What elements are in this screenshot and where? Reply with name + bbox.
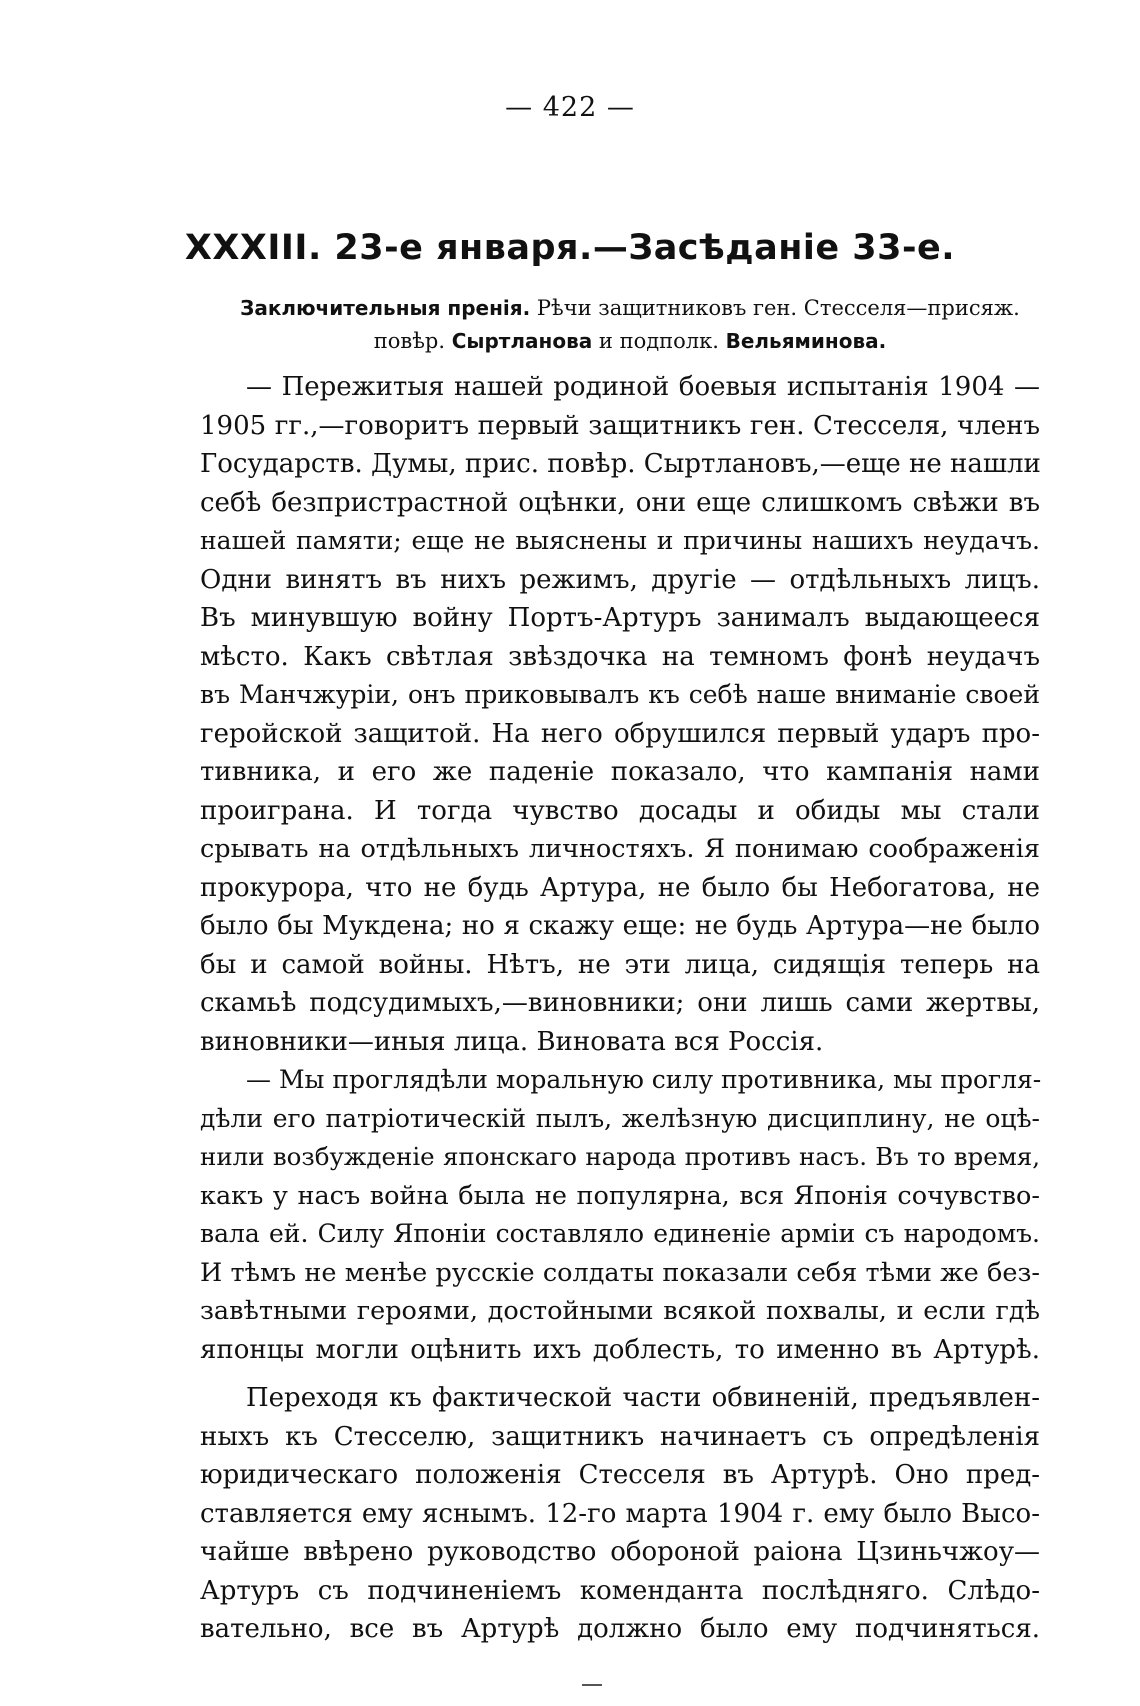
text-line: И тѣмъ не менѣе русскіе солдаты показали себя тѣми же без- <box>200 1257 1040 1288</box>
paragraph-1 <box>200 368 1040 1061</box>
chapter-title: XXXIII. 23-е января.—Засѣданіе 33-е. <box>184 228 956 268</box>
text-line: Государств. Думы, прис. повѣр. Сыртлановъ,—еще не нашли <box>200 449 1041 479</box>
text-line: было бы Мукдена; но я скажу еще: не будь Артура—не было <box>200 911 1040 941</box>
text-line: японцы могли оцѣнить ихъ доблесть, то именно въ Артурѣ. <box>200 1334 1040 1365</box>
page-number: — 422 — <box>505 92 635 123</box>
text-line: геройской защитой. На него обрушился первый ударъ про- <box>200 718 1040 749</box>
text-line: ныхъ къ Стесселю, защитникъ начинаетъ съ опредѣленія <box>200 1421 1040 1452</box>
text-line: прокурора, что не будь Артура, не было бы Небогатова, не <box>200 872 1040 903</box>
text-line: скамьѣ подсудимыхъ,—виновники; они лишь сами жертвы, <box>200 988 1040 1018</box>
summary-bold-name-1: Сыртланова <box>451 329 593 353</box>
text-line: срывать на отдѣльныхъ личностяхъ. Я понимаю соображенія <box>200 834 1040 864</box>
text-line: мѣсто. Какъ свѣтлая звѣздочка на темномъ фонѣ неудачъ <box>200 641 1040 672</box>
summary-text-2: повѣр. <box>373 329 452 353</box>
text-line: нашей памяти; еще не выяснены и причины нашихъ неудачъ. <box>200 526 1040 555</box>
text-line: юридическаго положенія Стесселя въ Артурѣ. Оно пред- <box>200 1460 1040 1490</box>
text-line: Въ минувшую войну Портъ-Артуръ занималъ выдающееся <box>200 603 1040 633</box>
chapter-summary <box>220 292 1040 358</box>
text-line: чайше ввѣрено руководство обороной раіона Цзиньчжоу— <box>200 1537 1040 1567</box>
text-line: нили возбужденіе японскаго народа противъ насъ. Въ то время, <box>200 1142 1040 1171</box>
text-line: Артуръ съ подчиненіемъ коменданта послѣдняго. Слѣдо- <box>200 1575 1040 1606</box>
summary-bold-topic: Заключительныя пренія. <box>240 296 531 320</box>
text-line: — Пережитыя нашей родиной боевыя испытанія 1904 — <box>246 372 1040 402</box>
text-line: себѣ безпристрастной оцѣнки, они еще слишкомъ свѣжи въ <box>200 487 1040 518</box>
footer-mark <box>582 1684 602 1686</box>
summary-text-3: и подполк. <box>592 329 726 353</box>
text-line: бы и самой войны. Нѣтъ, не эти лица, сидящія теперь на <box>200 949 1040 980</box>
text-line: тивника, и его же паденіе показало, что кампанія нами <box>200 757 1040 787</box>
paragraph-gap <box>200 1369 1040 1379</box>
text-line: какъ у насъ война была не популярна, вся Японія сочувство- <box>200 1180 1040 1211</box>
text-line: 1905 гг.,—говоритъ первый защитникъ ген. Стесселя, членъ <box>200 410 1040 441</box>
text-line: проиграна. И тогда чувство досады и обиды мы стали <box>200 795 1040 826</box>
text-line: виновники—иныя лица. Виновата вся Россія. <box>200 1026 824 1057</box>
text-line: ставляется ему яснымъ. 12-го марта 1904 г. ему было Высо- <box>200 1498 1040 1529</box>
text-line: вала ей. Силу Японіи составляло единеніе арміи съ народомъ. <box>200 1219 1040 1248</box>
text-line: Переходя къ фактической части обвиненій, предъявлен- <box>246 1383 1040 1413</box>
text-line: въ Манчжуріи, онъ приковывалъ къ себѣ наше вниманіе своей <box>200 680 1040 709</box>
text-line: вательно, все въ Артурѣ должно было ему подчиняться. <box>200 1614 1040 1644</box>
body-text <box>200 368 1040 1649</box>
summary-text-1: Рѣчи защитниковъ ген. Стесселя—присяж. <box>530 296 1020 320</box>
paragraph-3 <box>200 1379 1040 1649</box>
summary-bold-name-2: Вельяминова. <box>725 329 887 353</box>
text-line: дѣли его патріотическій пылъ, желѣзную дисциплину, не оцѣ- <box>200 1103 1040 1133</box>
paragraph-2 <box>200 1061 1040 1369</box>
text-line: завѣтными героями, достойными всякой похвалы, и если гдѣ <box>200 1296 1040 1326</box>
text-line: Одни винятъ въ нихъ режимъ, другіе — отдѣльныхъ лицъ. <box>200 564 1040 595</box>
text-line: — Мы проглядѣли моральную силу противника, мы прогля- <box>246 1065 1042 1094</box>
